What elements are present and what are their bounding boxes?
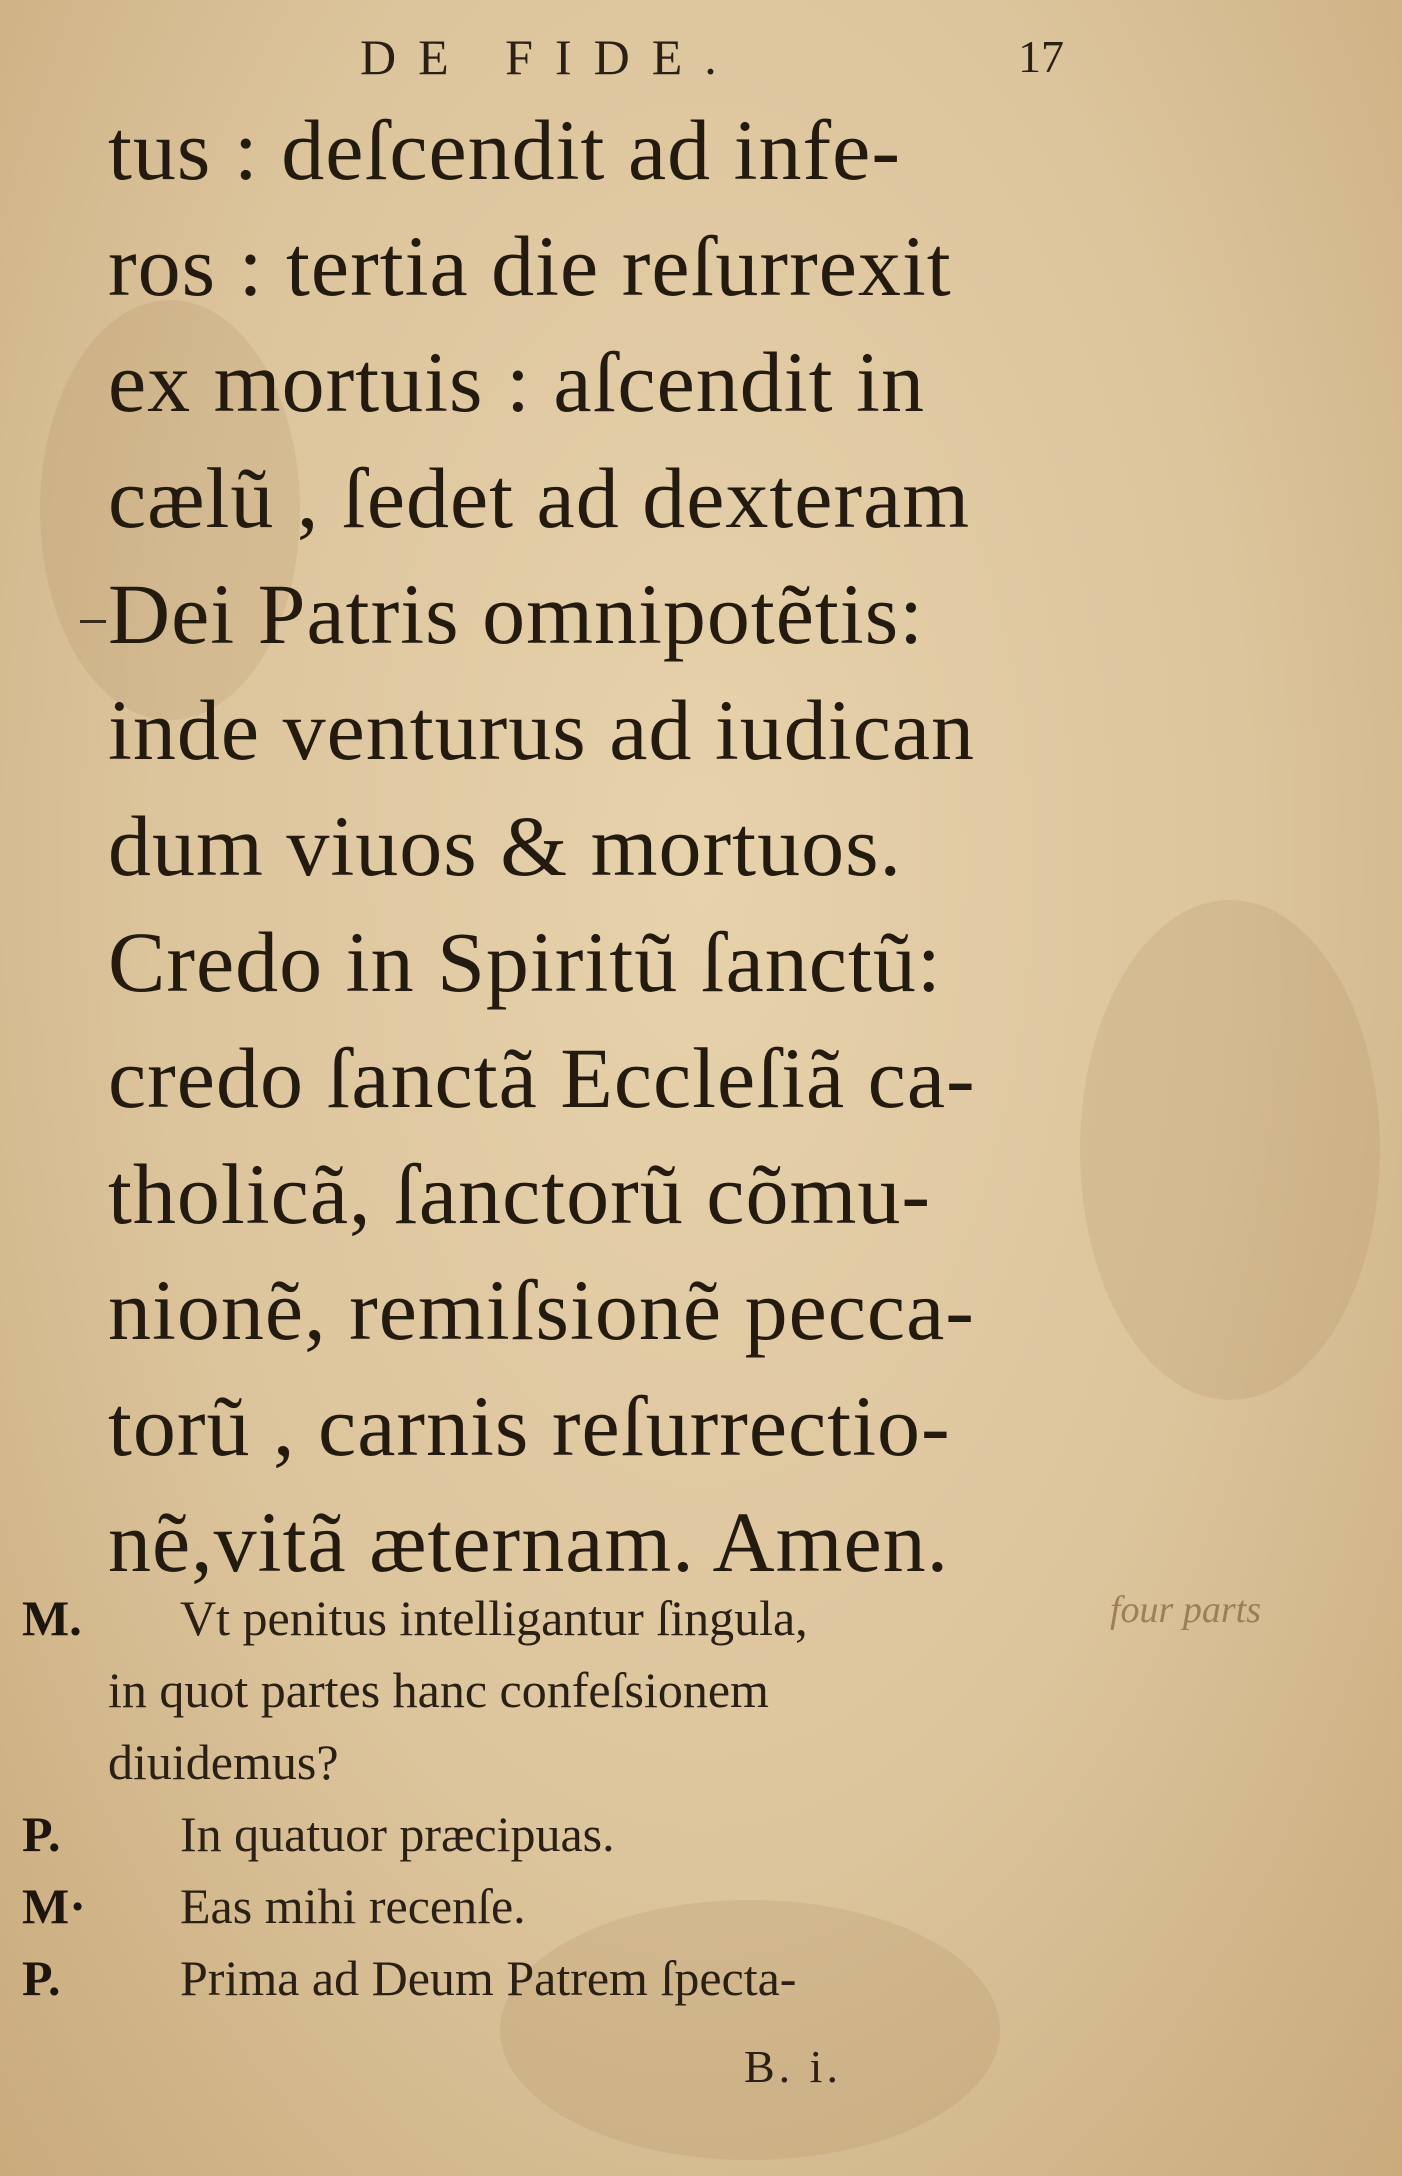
dialogue-row xyxy=(0,1870,1402,1942)
running-head: DE FIDE. xyxy=(360,29,739,85)
speech-text: Eas mihi recenſe. xyxy=(180,1878,526,1934)
text-line: tholicã, ſanctorũ cõmu- xyxy=(108,1146,931,1242)
text-line: ros : tertia die reſurrexit xyxy=(108,218,952,314)
speaker-label: P. xyxy=(22,1806,61,1862)
text-line: Credo in Spiritũ ſanctũ: xyxy=(108,914,942,1010)
dialogue-block xyxy=(0,1582,1402,2014)
page-number: 17 xyxy=(1018,31,1064,82)
speech-continuation: in quot partes hanc confeſsionem xyxy=(108,1662,769,1718)
speech-text: Vt penitus intelligantur ſingula, xyxy=(180,1590,808,1646)
speech-text: In quatuor præcipuas. xyxy=(180,1806,615,1862)
speaker-label: M· xyxy=(22,1878,86,1934)
text-line: ex mortuis : aſcendit in xyxy=(108,334,925,430)
margin-dash xyxy=(80,620,106,623)
dialogue-continuation-row xyxy=(0,1726,1402,1798)
speaker-label: M. xyxy=(22,1590,82,1646)
text-line: cælũ , ſedet ad dexteram xyxy=(108,450,971,546)
text-line: tus : deſcendit ad infe- xyxy=(108,102,901,198)
speech-text: Prima ad Deum Patrem ſpecta- xyxy=(180,1950,797,2006)
text-line: inde venturus ad iudican xyxy=(108,682,976,778)
speech-continuation: diuidemus? xyxy=(108,1734,339,1790)
main-text-block xyxy=(108,92,1108,1600)
paper-stain xyxy=(1080,900,1380,1400)
speaker-label: P. xyxy=(22,1950,61,2006)
text-line: Dei Patris omnipotẽtis: xyxy=(108,566,925,662)
dialogue-continuation-row xyxy=(0,1654,1402,1726)
signature-mark: B. i. xyxy=(744,2041,842,2092)
marginal-annotation: four parts xyxy=(1110,1589,1261,1631)
text-line: torũ , carnis reſurrectio- xyxy=(108,1378,951,1474)
dialogue-row xyxy=(0,1798,1402,1870)
text-line: nionẽ, remiſsionẽ pecca- xyxy=(108,1262,975,1358)
text-line: nẽ,vitã æternam. Amen. xyxy=(108,1494,950,1590)
text-line: credo ſanctã Eccleſiã ca- xyxy=(108,1030,976,1126)
text-line: dum viuos & mortuos. xyxy=(108,798,903,894)
dialogue-row xyxy=(0,1942,1402,2014)
